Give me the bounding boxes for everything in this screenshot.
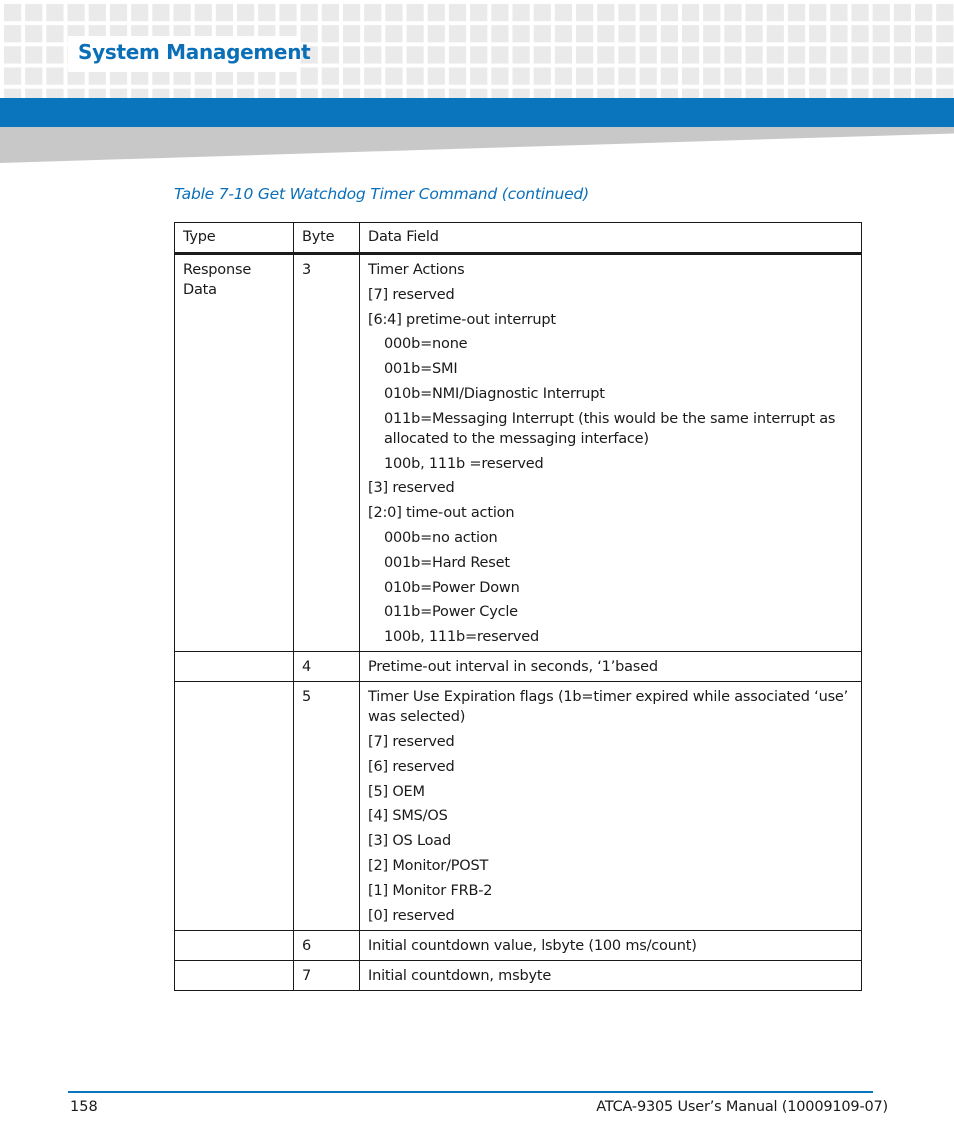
data-field-line: [2:0] time-out action	[368, 505, 515, 522]
data-field-line: Pretime-out interval in seconds, ‘1’based	[368, 659, 658, 676]
header-blue-bar	[0, 98, 954, 127]
data-field-line: [3] reserved	[368, 480, 455, 497]
data-field-line: 000b=none	[384, 336, 468, 353]
table-row	[175, 682, 862, 930]
cell-byte: 7	[294, 960, 360, 990]
page-number: 158	[70, 1099, 98, 1115]
data-field-line: [5] OEM	[368, 783, 425, 800]
cell-type	[175, 930, 294, 960]
document-title: ATCA-9305 User’s Manual (10009109-07)	[596, 1099, 888, 1115]
data-field-line: 001b=Hard Reset	[384, 554, 510, 571]
data-field-line: [7] reserved	[368, 286, 455, 303]
table-row	[175, 930, 862, 960]
cell-type	[175, 682, 294, 930]
cell-type: Response Data	[175, 254, 294, 652]
data-field-line: Initial countdown value, lsbyte (100 ms/count)	[368, 937, 697, 954]
cell-data-field	[360, 960, 862, 990]
data-field-line: [6:4] pretime-out interrupt	[368, 311, 556, 328]
table-row	[175, 652, 862, 682]
data-field-line: 010b=NMI/Diagnostic Interrupt	[384, 385, 605, 402]
data-field-line: 100b, 111b =reserved	[384, 455, 544, 472]
table-row	[175, 254, 862, 652]
column-header-byte: Byte	[294, 223, 360, 254]
data-field-line: [1] Monitor FRB-2	[368, 882, 493, 899]
cell-type	[175, 652, 294, 682]
data-field-line: Initial countdown, msbyte	[368, 967, 552, 984]
data-field-line: 001b=SMI	[384, 361, 458, 378]
cell-data-field	[360, 930, 862, 960]
cell-data-field	[360, 254, 862, 652]
data-field-line: 011b=Power Cycle	[384, 604, 518, 621]
data-field-line: Timer Actions	[368, 262, 465, 278]
header-gray-wedge	[0, 127, 954, 163]
data-field-line: 010b=Power Down	[384, 579, 520, 596]
cell-byte: 5	[294, 682, 360, 930]
cell-type	[175, 960, 294, 990]
footer-rule	[68, 1091, 873, 1093]
cell-byte: 4	[294, 652, 360, 682]
table-header-row	[175, 223, 862, 254]
data-field-line: [0] reserved	[368, 907, 455, 924]
data-field-line: 011b=Messaging Interrupt (this would be the same interrupt as allocated to the messaging interface)	[384, 410, 836, 447]
data-field-line: 000b=no action	[384, 529, 498, 546]
section-title: System Management	[78, 40, 311, 64]
cell-data-field	[360, 652, 862, 682]
column-header-type: Type	[175, 223, 294, 254]
cell-byte: 6	[294, 930, 360, 960]
table-row	[175, 960, 862, 990]
table-caption: Table 7-10 Get Watchdog Timer Command (continued)	[174, 185, 589, 203]
cell-data-field	[360, 682, 862, 930]
data-field-line: [7] reserved	[368, 733, 455, 750]
data-field-line: 100b, 111b=reserved	[384, 629, 540, 646]
data-field-line: [6] reserved	[368, 758, 455, 775]
column-header-data-field: Data Field	[360, 223, 862, 254]
data-field-line: Timer Use Expiration flags (1b=timer expired while associated ‘use’ was selected)	[368, 689, 849, 726]
data-field-line: [2] Monitor/POST	[368, 857, 489, 874]
watchdog-timer-table	[174, 222, 862, 991]
cell-byte: 3	[294, 254, 360, 652]
data-field-line: [4] SMS/OS	[368, 808, 448, 825]
data-field-line: [3] OS Load	[368, 833, 451, 850]
table-body	[175, 254, 862, 991]
